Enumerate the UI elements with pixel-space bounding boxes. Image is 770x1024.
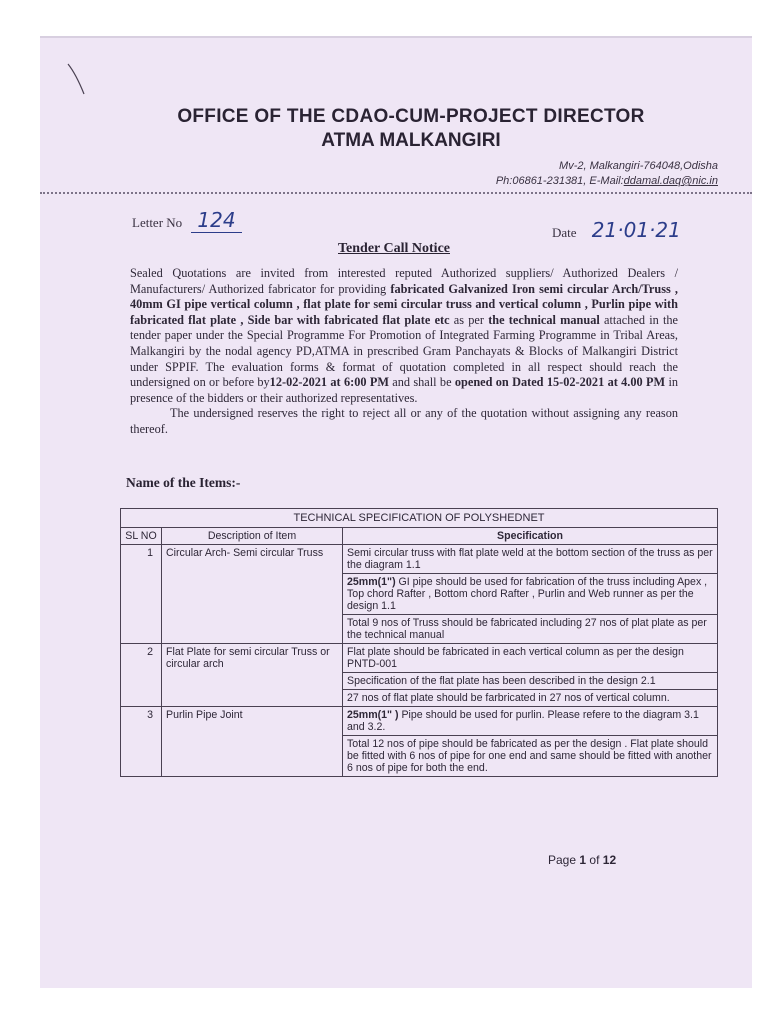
office-title: OFFICE OF THE CDAO-CUM-PROJECT DIRECTOR	[177, 106, 645, 127]
row-specification: 25mm(1") GI pipe should be used for fabrication of the truss including Apex , Top chord Rafter , Bottom chord Rafter , Purlin and Web runner as per the design 1.1	[343, 574, 718, 615]
date-value: 21·01·21	[591, 218, 681, 242]
email-label: E-Mail:	[589, 175, 624, 187]
letter-date	[552, 218, 687, 242]
notice-title: Tender Call Notice	[338, 241, 450, 256]
table-row	[121, 707, 718, 736]
row-specification: Semi circular truss with flat plate weld at the bottom section of the truss as per the diagram 1.1	[343, 545, 718, 574]
row-description: Purlin Pipe Joint	[162, 707, 343, 777]
row-specification: Total 9 nos of Truss should be fabricated including 27 nos of plat plate as per the technical manual	[343, 615, 718, 644]
row-specification: 27 nos of flat plate should be farbricated in 27 nos of vertical column.	[343, 690, 718, 707]
email-address: ddamal.daq@nic.in	[623, 175, 718, 187]
phone-number: Ph:06861-231381,	[495, 175, 587, 187]
row-specification: 25mm(1" ) Pipe should be used for purlin. Please refere to the diagram 3.1 and 3.2.	[343, 707, 718, 736]
table-caption: TECHNICAL SPECIFICATION OF POLYSHEDNET	[121, 509, 718, 528]
letter-no-value: 124	[191, 208, 241, 233]
letter-number	[132, 208, 242, 233]
row-specification: Specification of the flat plate has been described in the design 2.1	[343, 673, 718, 690]
header-description: Description of Item	[162, 528, 343, 545]
items-heading: Name of the Items:-	[126, 475, 241, 490]
office-address: Mv-2, Malkangiri-764048,Odisha	[559, 160, 718, 172]
row-specification: Flat plate should be fabricated in each vertical column as per the design PNTD-001	[343, 644, 718, 673]
row-sl-no: 3	[121, 707, 162, 777]
page-footer: Page 1 of 12	[548, 853, 617, 867]
notice-paragraph-1: Sealed Quotations are invited from interested reputed Authorized suppliers/ Authorized Dealers / Manufacturers/ Authorized fabricator for providing fabricated Galvanized Iron semi circular Arch/Truss , 40mm GI pipe vertical column , flat plate for semi circular truss and vertical column , Purlin pipe with fabricated flat plate , Side bar with fabricated flat plate etc as per the technical manual attached in the tender paper under the Special Programme For Promotion of Integrated Farming Programme in Tribal Areas, Malkangiri by the nodal agency PD,ATMA in prescribed Gram Panchayats & Blocks of Malkangiri District under SPPIF. The evaluation forms & format of quotation completed in all respect should reach the undersigned on or before by12-02-2021 at 6:00 PM and shall be opened on Dated 15-02-2021 at 4.00 PM in presence of the bidders or their authorized representatives.	[130, 266, 679, 405]
document-page	[40, 36, 752, 988]
row-description: Flat Plate for semi circular Truss or circular arch	[162, 644, 343, 707]
notice-paragraph-2: The undersigned reserves the right to reject all or any of the quotation without assigning any reason thereof.	[130, 406, 678, 436]
table-row	[121, 545, 718, 574]
header-sl-no: SL NO	[121, 528, 162, 545]
row-sl-no: 2	[121, 644, 162, 707]
table-caption-row	[121, 509, 718, 528]
table-header-row	[121, 528, 718, 545]
date-label: Date	[552, 225, 577, 240]
header-divider	[40, 192, 752, 194]
office-contact	[496, 175, 718, 187]
table-row	[121, 644, 718, 673]
notice-body	[130, 266, 678, 438]
row-specification: Total 12 nos of pipe should be fabricated as per the design . Flat plate should be fitted with 6 nos of pipe for one end and same should be fitted with another 6 nos of pipe for both the end.	[343, 736, 718, 777]
spec-table	[120, 508, 718, 777]
office-subtitle: ATMA MALKANGIRI	[321, 130, 501, 151]
header-specification: Specification	[343, 528, 718, 545]
row-description: Circular Arch- Semi circular Truss	[162, 545, 343, 644]
letter-no-label: Letter No	[132, 215, 183, 230]
row-sl-no: 1	[121, 545, 162, 644]
